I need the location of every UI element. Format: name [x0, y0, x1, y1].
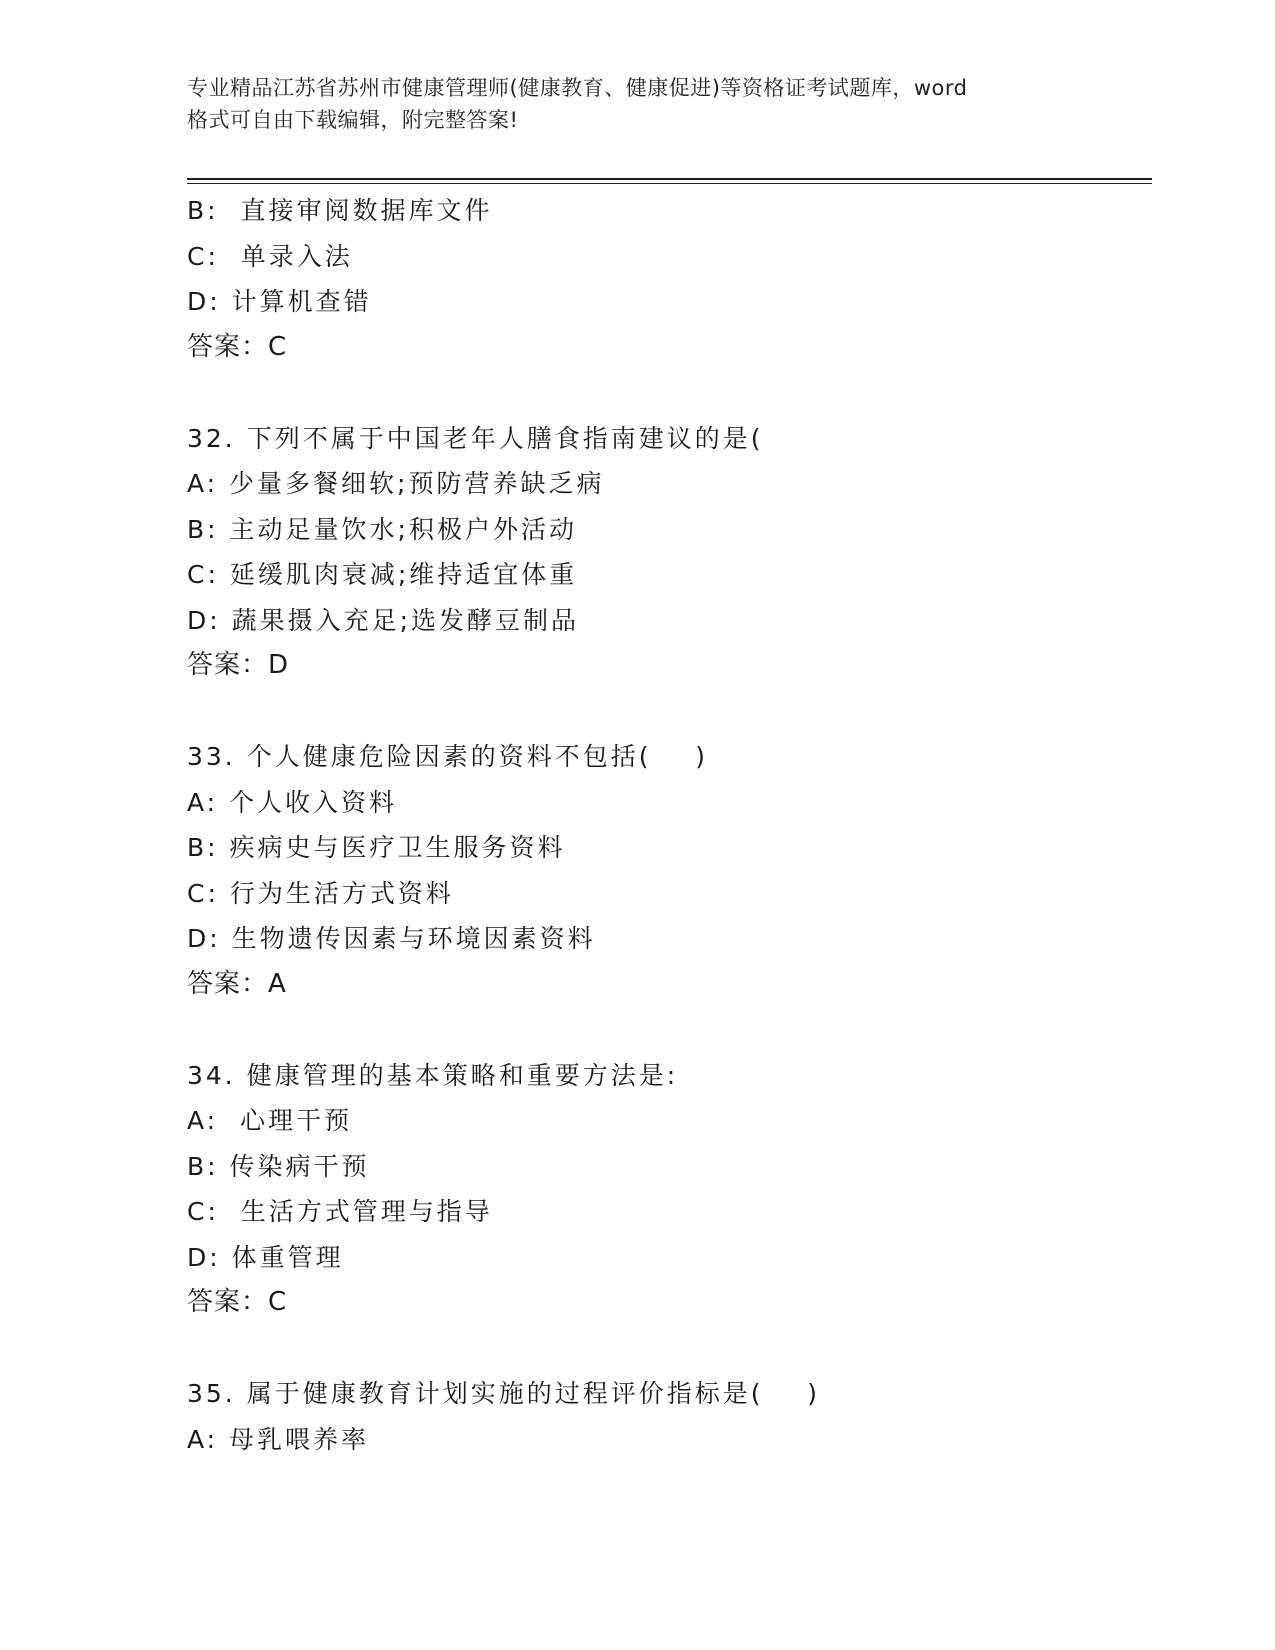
spacer	[187, 370, 1152, 416]
answer-line: 答案：A	[187, 968, 287, 999]
option-line: A: 个人收入资料	[187, 787, 398, 817]
option-line: D: 计算机查错	[187, 287, 372, 316]
header-divider-thin	[187, 183, 1152, 184]
answer-line: 答案：D	[187, 650, 290, 680]
question-32	[187, 416, 1152, 689]
option-line: B: 主动足量饮水;积极户外活动	[187, 514, 577, 544]
option-line: B: 疾病史与医疗卫生服务资料	[187, 833, 566, 862]
question-34	[187, 1053, 1152, 1326]
header-divider-thick	[187, 178, 1152, 180]
question-stem: 32. 下列不属于中国老年人膳食指南建议的是(	[187, 423, 764, 453]
option-line: D: 体重管理	[187, 1242, 344, 1272]
spacer	[187, 1007, 1152, 1053]
option-line: D: 蔬果摄入充足;选发酵豆制品	[187, 605, 580, 635]
spacer	[187, 689, 1152, 735]
option-line: C: 单录入法	[187, 241, 353, 271]
option-line: A: 心理干预	[187, 1106, 352, 1135]
option-line: B: 传染病干预	[187, 1151, 370, 1181]
question-stem: 34. 健康管理的基本策略和重要方法是:	[187, 1060, 679, 1090]
spacer	[187, 1326, 1152, 1372]
question-stem: 33. 个人健康危险因素的资料不包括( )	[187, 742, 709, 771]
question-list	[187, 188, 1152, 1462]
option-line: A: 少量多餐细软;预防营养缺乏病	[187, 469, 605, 498]
answer-line: 答案：C	[187, 331, 288, 362]
question-35	[187, 1371, 1152, 1462]
question-31-tail	[187, 188, 1152, 370]
answer-line: 答案：C	[187, 1287, 288, 1317]
option-line: C: 生活方式管理与指导	[187, 1197, 493, 1226]
option-line: A: 母乳喂养率	[187, 1424, 370, 1454]
option-line: C: 行为生活方式资料	[187, 878, 454, 908]
option-line: C: 延缓肌肉衰减;维持适宜体重	[187, 560, 578, 589]
header-line-1: 专业精品江苏省苏州市健康管理师(健康教育、健康促进)等资格证考试题库，word	[187, 76, 968, 100]
option-line: B: 直接审阅数据库文件	[187, 196, 493, 225]
header-line-2: 格式可自由下载编辑，附完整答案!	[187, 108, 519, 132]
question-33	[187, 734, 1152, 1007]
question-stem: 35. 属于健康教育计划实施的过程评价指标是( )	[187, 1379, 821, 1408]
document-header	[187, 72, 1087, 136]
option-line: D: 生物遗传因素与环境因素资料	[187, 924, 596, 953]
